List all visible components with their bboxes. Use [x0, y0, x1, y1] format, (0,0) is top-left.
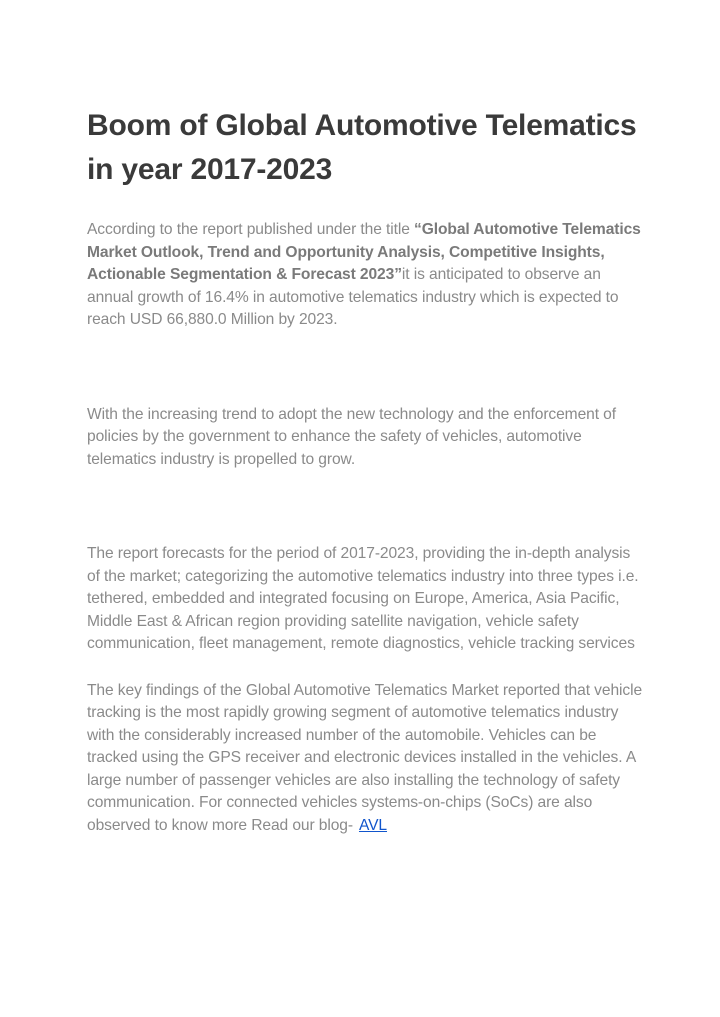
paragraph-text: The key findings of the Global Automotive Telematics Market reported that vehicle tracking is the most rapidly growing segment of automotive telematics industry with the considerably increased number of the automobile. Vehicles can be tracked using the GPS receiver and electronic devices installed in the vehicles. A large number of passenger vehicles are also installing the technology of safety communication. For connected vehicles systems-on-chips (SoCs) are also observed to know more Read our blog-: [87, 681, 643, 834]
paragraph-growth-drivers: With the increasing trend to adopt the new technology and the enforcement of policies by the government to enhance the safety of vehicles, automotive telematics industry is propelled to grow.: [87, 405, 616, 468]
document-page: [87, 104, 643, 837]
avl-blog-link[interactable]: AVL: [358, 816, 388, 834]
report-title-bold: “Global Automotive Telematics Market Outlook, Trend and Opportunity Analysis, Competitive Insights, Actionable Segmentation & Forecast 2023”: [87, 221, 641, 283]
paragraph-forecast-scope: The report forecasts for the period of 2017-2023, providing the in-depth analysis of the market; categorizing the automotive telematics industry into three types i.e. tethered, embedded and integrated focusing on Europe, America, Asia Pacific, Middle East & African region providing satellite navigation, vehicle safety communication, fleet management, remote diagnostics, vehicle tracking services: [87, 545, 639, 652]
paragraph-text: According to the report published under the title: [87, 221, 415, 238]
paragraph-report-summary: [87, 219, 643, 332]
document-title: Boom of Global Automotive Telematics in year 2017-2023: [87, 109, 637, 186]
paragraph-key-findings: [87, 680, 643, 838]
paragraph-text: it is anticipated to observe an annual growth of 16.4% in automotive telematics industry which is expected to reach USD 66,880.0 Million by 2023.: [87, 266, 619, 328]
